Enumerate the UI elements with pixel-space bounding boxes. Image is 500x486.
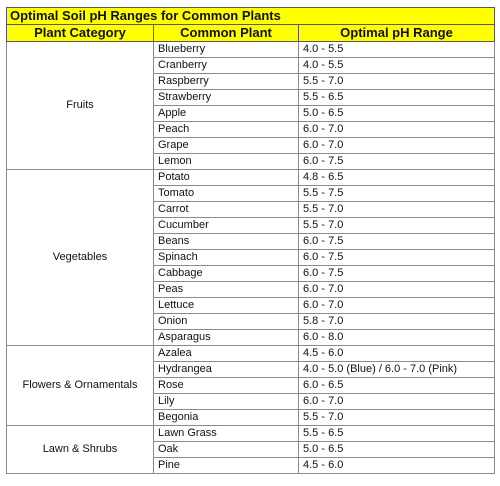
ph-range-cell: 5.5 - 7.0 [299, 202, 495, 218]
category-cell: Vegetables [7, 170, 154, 346]
ph-range-cell: 4.5 - 6.0 [299, 458, 495, 474]
ph-range-cell: 6.0 - 7.5 [299, 234, 495, 250]
table-row [7, 42, 495, 58]
ph-range-cell: 5.5 - 6.5 [299, 90, 495, 106]
plant-name-cell: Strawberry [154, 90, 299, 106]
ph-range-cell: 6.0 - 7.5 [299, 154, 495, 170]
category-cell: Lawn & Shrubs [7, 426, 154, 474]
plant-name-cell: Cucumber [154, 218, 299, 234]
table-title: Optimal Soil pH Ranges for Common Plants [7, 8, 495, 25]
plant-name-cell: Onion [154, 314, 299, 330]
ph-range-cell: 6.0 - 7.5 [299, 266, 495, 282]
plant-name-cell: Lettuce [154, 298, 299, 314]
plant-name-cell: Peach [154, 122, 299, 138]
plant-name-cell: Potato [154, 170, 299, 186]
spreadsheet-region [6, 7, 494, 474]
ph-range-cell: 6.0 - 7.0 [299, 298, 495, 314]
plant-name-cell: Hydrangea [154, 362, 299, 378]
ph-range-cell: 6.0 - 8.0 [299, 330, 495, 346]
plant-name-cell: Asparagus [154, 330, 299, 346]
plant-name-cell: Lemon [154, 154, 299, 170]
ph-range-cell: 6.0 - 7.0 [299, 282, 495, 298]
header-optimal-ph-range: Optimal pH Range [299, 25, 495, 42]
plant-name-cell: Pine [154, 458, 299, 474]
plant-name-cell: Beans [154, 234, 299, 250]
header-plant-category: Plant Category [7, 25, 154, 42]
plant-name-cell: Blueberry [154, 42, 299, 58]
ph-range-cell: 4.0 - 5.5 [299, 58, 495, 74]
plant-name-cell: Oak [154, 442, 299, 458]
table-row [7, 346, 495, 362]
plant-name-cell: Spinach [154, 250, 299, 266]
table-body [7, 42, 495, 474]
ph-range-cell: 5.5 - 6.5 [299, 426, 495, 442]
ph-range-cell: 5.0 - 6.5 [299, 106, 495, 122]
ph-range-cell: 4.0 - 5.5 [299, 42, 495, 58]
plant-name-cell: Peas [154, 282, 299, 298]
category-cell: Fruits [7, 42, 154, 170]
ph-range-cell: 4.5 - 6.0 [299, 346, 495, 362]
ph-range-cell: 6.0 - 7.0 [299, 122, 495, 138]
ph-range-cell: 6.0 - 7.5 [299, 250, 495, 266]
table-row [7, 170, 495, 186]
plant-name-cell: Rose [154, 378, 299, 394]
category-cell: Flowers & Ornamentals [7, 346, 154, 426]
plant-name-cell: Carrot [154, 202, 299, 218]
plant-name-cell: Raspberry [154, 74, 299, 90]
plant-name-cell: Lily [154, 394, 299, 410]
plant-name-cell: Cranberry [154, 58, 299, 74]
plant-name-cell: Apple [154, 106, 299, 122]
title-row [7, 8, 495, 25]
plant-name-cell: Azalea [154, 346, 299, 362]
ph-range-cell: 6.0 - 6.5 [299, 378, 495, 394]
plant-name-cell: Grape [154, 138, 299, 154]
plant-name-cell: Tomato [154, 186, 299, 202]
plant-name-cell: Begonia [154, 410, 299, 426]
table-row [7, 426, 495, 442]
plant-name-cell: Lawn Grass [154, 426, 299, 442]
ph-range-cell: 6.0 - 7.0 [299, 394, 495, 410]
ph-range-cell: 5.5 - 7.0 [299, 74, 495, 90]
ph-range-cell: 5.5 - 7.5 [299, 186, 495, 202]
ph-range-cell: 5.0 - 6.5 [299, 442, 495, 458]
ph-range-cell: 5.8 - 7.0 [299, 314, 495, 330]
ph-table [6, 7, 495, 474]
header-row [7, 25, 495, 42]
ph-range-cell: 4.8 - 6.5 [299, 170, 495, 186]
ph-range-cell: 6.0 - 7.0 [299, 138, 495, 154]
ph-range-cell: 5.5 - 7.0 [299, 410, 495, 426]
ph-range-cell: 5.5 - 7.0 [299, 218, 495, 234]
ph-range-cell: 4.0 - 5.0 (Blue) / 6.0 - 7.0 (Pink) [299, 362, 495, 378]
header-common-plant: Common Plant [154, 25, 299, 42]
plant-name-cell: Cabbage [154, 266, 299, 282]
